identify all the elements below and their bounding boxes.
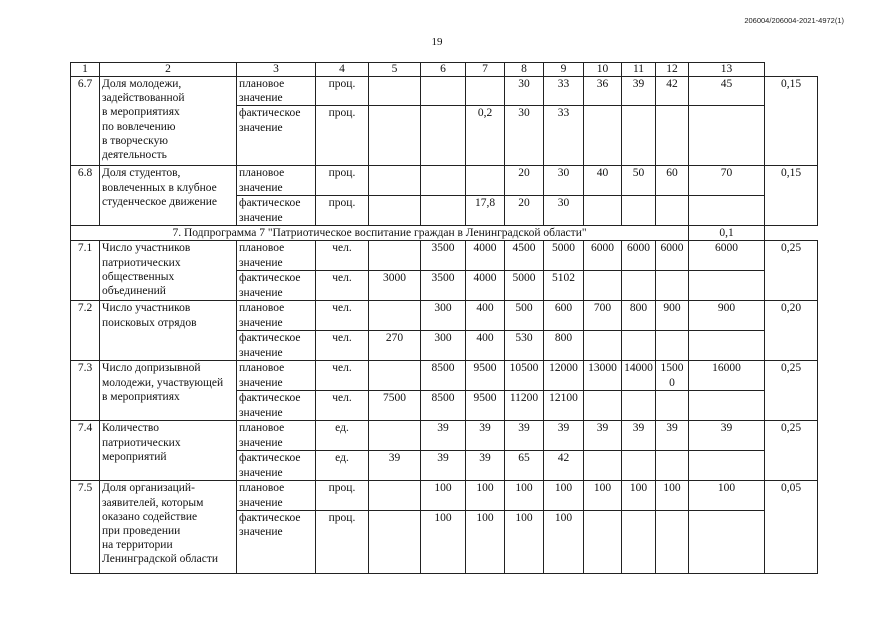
fact-value-cell [622,196,656,226]
plan-value-cell: 100 [689,481,765,510]
header-row [71,63,818,77]
fact-value-cell [421,196,466,226]
plan-value-cell: 36 [584,77,622,106]
table-row [71,301,818,331]
plan-value-cell: 500 [505,301,544,331]
row-number: 6.7 [71,77,100,166]
column-header-4: 4 [316,63,369,77]
fact-value-cell [689,271,765,301]
column-header-1: 1 [71,63,100,77]
fact-value-cell: 100 [421,510,466,573]
fact-value-cell: 4000 [466,271,505,301]
row-number: 7.2 [71,301,100,361]
plan-value-cell: 100 [584,481,622,510]
indicator-name: Число допризывной молодежи, участвующей в мероприятиях [100,361,237,421]
plan-value-cell: 42 [656,77,689,106]
fact-value-cell [622,510,656,573]
plan-value-cell: 14000 [622,361,656,391]
plan-value-cell: 60 [656,166,689,196]
fact-value-cell: 17,8 [466,196,505,226]
fact-value-cell: 12100 [544,391,584,421]
document-id: 206004/206004-2021-4972(1) [744,16,844,25]
fact-value-cell [584,271,622,301]
fact-value-cell: 39 [369,451,421,481]
plan-value-cell: 600 [544,301,584,331]
fact-value-cell [656,391,689,421]
table-row [71,421,818,451]
value-type-label: плановое значение [237,361,316,391]
fact-value-cell [689,451,765,481]
plan-value-cell: 3500 [421,241,466,271]
value-type-label: фактическое значение [237,271,316,301]
value-type-label: плановое значение [237,301,316,331]
plan-value-cell: 100 [622,481,656,510]
unit-cell: чел. [316,271,369,301]
indicator-name: Доля студентов, вовлеченных в клубное студенческое движение [100,166,237,226]
value-type-label: плановое значение [237,481,316,510]
value-type-label: фактическое значение [237,391,316,421]
plan-value-cell: 100 [505,481,544,510]
fact-value-cell: 3500 [421,271,466,301]
value-type-label: фактическое значение [237,106,316,166]
fact-value-cell: 9500 [466,391,505,421]
plan-value-cell [369,301,421,331]
unit-cell: проц. [316,106,369,166]
plan-value-cell: 400 [466,301,505,331]
fact-value-cell [656,106,689,166]
value-type-label: фактическое значение [237,451,316,481]
plan-value-cell: 39 [689,421,765,451]
table-row [71,241,818,271]
fact-value-cell [421,106,466,166]
fact-value-cell [656,271,689,301]
plan-value-cell: 4500 [505,241,544,271]
plan-value-cell: 20 [505,166,544,196]
column-header-9: 9 [544,63,584,77]
fact-value-cell: 30 [505,106,544,166]
subprogram-title: 7. Подпрограмма 7 "Патриотическое воспитание граждан в Ленинградской области" [71,226,689,241]
value-type-label: фактическое значение [237,196,316,226]
unit-cell: проц. [316,166,369,196]
column-header-7: 7 [466,63,505,77]
fact-value-cell: 39 [421,451,466,481]
plan-value-cell: 33 [544,77,584,106]
indicator-name: Доля молодежи, задействованной в мероприятиях по вовлечению в творческую деятельность [100,77,237,166]
weight-cell: 0,15 [765,166,818,226]
value-type-label: фактическое значение [237,331,316,361]
fact-value-cell: 100 [466,510,505,573]
column-header-11: 11 [622,63,656,77]
plan-value-cell [369,166,421,196]
weight-cell: 0,15 [765,77,818,166]
fact-value-cell: 3000 [369,271,421,301]
column-header-5: 5 [369,63,421,77]
fact-value-cell [622,451,656,481]
plan-value-cell: 6000 [622,241,656,271]
plan-value-cell: 6000 [656,241,689,271]
fact-value-cell: 800 [544,331,584,361]
row-number: 7.4 [71,421,100,481]
table-row [71,77,818,106]
value-type-label: плановое значение [237,421,316,451]
plan-value-cell: 100 [466,481,505,510]
fact-value-cell: 0,2 [466,106,505,166]
indicator-name: Доля организаций- заявителей, которым оказано содействие при проведении на территории Ленинградской области [100,481,237,573]
fact-value-cell [689,106,765,166]
unit-cell: проц. [316,481,369,510]
plan-value-cell: 900 [689,301,765,331]
value-type-label: плановое значение [237,77,316,106]
row-number: 7.3 [71,361,100,421]
fact-value-cell: 30 [544,196,584,226]
unit-cell: проц. [316,196,369,226]
plan-value-cell: 5000 [544,241,584,271]
fact-value-cell: 20 [505,196,544,226]
row-number: 7.5 [71,481,100,573]
fact-value-cell: 270 [369,331,421,361]
plan-value-cell [369,77,421,106]
plan-value-cell: 40 [584,166,622,196]
unit-cell: чел. [316,331,369,361]
plan-value-cell: 6000 [689,241,765,271]
fact-value-cell [369,196,421,226]
weight-cell: 0,25 [765,241,818,301]
row-number: 6.8 [71,166,100,226]
fact-value-cell: 8500 [421,391,466,421]
fact-value-cell [689,510,765,573]
column-header-13: 13 [689,63,765,77]
unit-cell: проц. [316,510,369,573]
fact-value-cell [656,196,689,226]
fact-value-cell [656,331,689,361]
indicator-name: Количество патриотических мероприятий [100,421,237,481]
fact-value-cell [584,196,622,226]
plan-value-cell [369,361,421,391]
plan-value-cell: 50 [622,166,656,196]
plan-value-cell [369,241,421,271]
plan-value-cell: 39 [421,421,466,451]
indicators-table [70,62,818,574]
table-row [71,166,818,196]
fact-value-cell [584,510,622,573]
fact-value-cell [622,331,656,361]
unit-cell: ед. [316,421,369,451]
weight-cell: 0,25 [765,421,818,481]
plan-value-cell: 39 [544,421,584,451]
plan-value-cell: 9500 [466,361,505,391]
column-header-3: 3 [237,63,316,77]
fact-value-cell: 300 [421,331,466,361]
plan-value-cell: 10500 [505,361,544,391]
fact-value-cell [369,106,421,166]
fact-value-cell [689,331,765,361]
fact-value-cell: 5102 [544,271,584,301]
column-header-2: 2 [100,63,237,77]
fact-value-cell [369,510,421,573]
subprogram-weight: 0,1 [689,226,765,241]
fact-value-cell [584,106,622,166]
plan-value-cell: 13000 [584,361,622,391]
plan-value-cell: 700 [584,301,622,331]
column-header-8: 8 [505,63,544,77]
fact-value-cell: 100 [505,510,544,573]
indicator-name: Число участников патриотических общественных объединений [100,241,237,301]
fact-value-cell [656,510,689,573]
plan-value-cell: 16000 [689,361,765,391]
plan-value-cell: 800 [622,301,656,331]
unit-cell: чел. [316,241,369,271]
column-header-12: 12 [656,63,689,77]
plan-value-cell: 39 [622,421,656,451]
fact-value-cell: 100 [544,510,584,573]
fact-value-cell [689,196,765,226]
plan-value-cell: 30 [544,166,584,196]
subprogram-row [71,226,818,241]
fact-value-cell [656,451,689,481]
fact-value-cell [584,331,622,361]
plan-value-cell: 4000 [466,241,505,271]
plan-value-cell: 45 [689,77,765,106]
plan-value-cell: 6000 [584,241,622,271]
plan-value-cell [466,166,505,196]
plan-value-cell: 100 [421,481,466,510]
fact-value-cell: 530 [505,331,544,361]
fact-value-cell: 33 [544,106,584,166]
plan-value-cell: 39 [466,421,505,451]
plan-value-cell: 39 [656,421,689,451]
value-type-label: плановое значение [237,166,316,196]
fact-value-cell [584,451,622,481]
weight-cell: 0,05 [765,481,818,573]
row-number: 7.1 [71,241,100,301]
plan-value-cell [421,166,466,196]
fact-value-cell: 400 [466,331,505,361]
plan-value-cell: 39 [505,421,544,451]
fact-value-cell: 42 [544,451,584,481]
plan-value-cell: 100 [544,481,584,510]
plan-value-cell: 39 [584,421,622,451]
fact-value-cell: 65 [505,451,544,481]
plan-value-cell: 12000 [544,361,584,391]
weight-cell: 0,25 [765,361,818,421]
plan-value-cell [369,481,421,510]
plan-value-cell: 900 [656,301,689,331]
fact-value-cell [622,271,656,301]
fact-value-cell: 39 [466,451,505,481]
unit-cell: проц. [316,77,369,106]
table-row [71,361,818,391]
plan-value-cell: 30 [505,77,544,106]
plan-value-cell [369,421,421,451]
fact-value-cell [689,391,765,421]
column-header-10: 10 [584,63,622,77]
table-row [71,481,818,510]
value-type-label: фактическое значение [237,510,316,573]
fact-value-cell: 11200 [505,391,544,421]
fact-value-cell [584,391,622,421]
fact-value-cell: 7500 [369,391,421,421]
plan-value-cell: 39 [622,77,656,106]
plan-value-cell: 8500 [421,361,466,391]
unit-cell: чел. [316,391,369,421]
fact-value-cell: 5000 [505,271,544,301]
unit-cell: ед. [316,451,369,481]
weight-cell: 0,20 [765,301,818,361]
fact-value-cell [622,391,656,421]
page-number: 19 [431,36,443,48]
unit-cell: чел. [316,361,369,391]
fact-value-cell [622,106,656,166]
value-type-label: плановое значение [237,241,316,271]
plan-value-cell: 1500 0 [656,361,689,391]
plan-value-cell: 300 [421,301,466,331]
plan-value-cell [466,77,505,106]
column-header-6: 6 [421,63,466,77]
unit-cell: чел. [316,301,369,331]
plan-value-cell [421,77,466,106]
indicator-name: Число участников поисковых отрядов [100,301,237,361]
plan-value-cell: 100 [656,481,689,510]
plan-value-cell: 70 [689,166,765,196]
